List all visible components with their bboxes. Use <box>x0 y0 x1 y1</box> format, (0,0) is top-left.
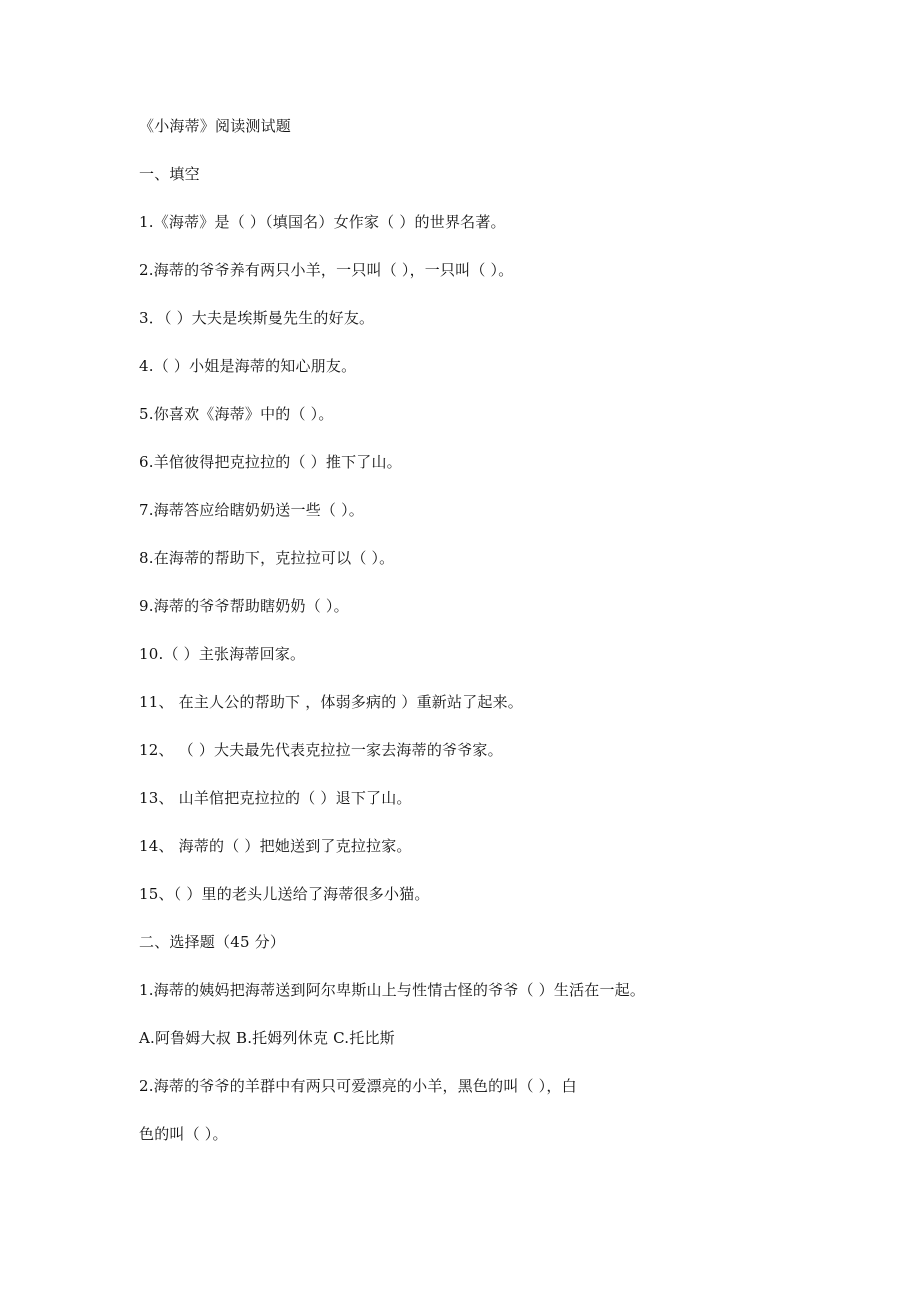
question-line: 6.羊倌彼得把克拉拉的（ ）推下了山。 <box>139 453 402 471</box>
section-heading-fill-blanks: 一、填空 <box>139 165 200 183</box>
question-line: 5.你喜欢《海蒂》中的（ ）。 <box>139 405 334 423</box>
choice-question-line: 2.海蒂的爷爷的羊群中有两只可爱漂亮的小羊，黑色的叫（ ），白 <box>139 1077 577 1095</box>
question-line: 15、（ ）里的老头儿送给了海蒂很多小猫。 <box>139 885 430 903</box>
question-line: 8.在海蒂的帮助下，克拉拉可以（ ）。 <box>139 549 395 567</box>
question-line: 1.《海蒂》是（ ）（填国名）女作家（ ）的世界名著。 <box>139 213 506 231</box>
section-heading-choice: 二、选择题（45 分） <box>139 933 286 951</box>
choice-question-line: 1.海蒂的姨妈把海蒂送到阿尔卑斯山上与性情古怪的爷爷（ ）生活在一起。 <box>139 981 646 999</box>
question-line: 12、 （ ）大夫最先代表克拉拉一家去海蒂的爷爷家。 <box>139 741 503 759</box>
question-line: 9.海蒂的爷爷帮助瞎奶奶（ ）。 <box>139 597 349 615</box>
question-line: 13、 山羊倌把克拉拉的（ ）退下了山。 <box>139 789 412 807</box>
question-line: 10.（ ）主张海蒂回家。 <box>139 645 306 663</box>
question-line: 14、 海蒂的（ ）把她送到了克拉拉家。 <box>139 837 412 855</box>
question-line: 2.海蒂的爷爷养有两只小羊，一只叫（ ），一只叫（ ）。 <box>139 261 514 279</box>
question-line: 7.海蒂答应给瞎奶奶送一些（ ）。 <box>139 501 364 519</box>
question-line: 4.（ ）小姐是海蒂的知心朋友。 <box>139 357 357 375</box>
choice-options-line: A.阿鲁姆大叔 B.托姆列休克 C.托比斯 <box>139 1029 395 1047</box>
choice-question-line: 色的叫（ ）。 <box>139 1125 228 1143</box>
question-line: 3．（ ）大夫是埃斯曼先生的好友。 <box>139 309 375 327</box>
question-line: 11、 在主人公的帮助下 ，体弱多病的 ）重新站了起来。 <box>139 693 523 711</box>
document-title: 《小海蒂》阅读测试题 <box>139 117 292 135</box>
